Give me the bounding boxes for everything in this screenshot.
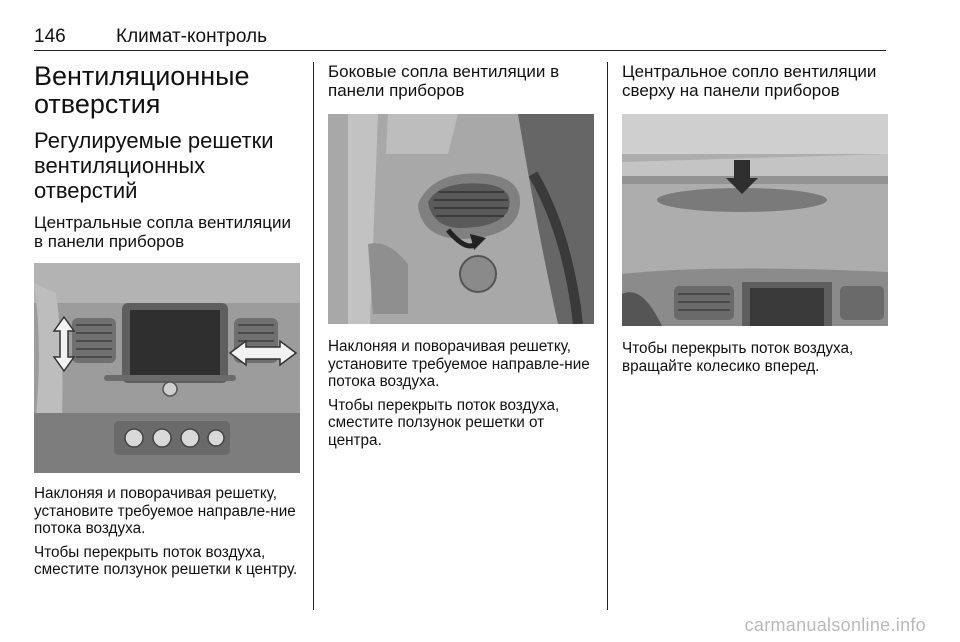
column-3 bbox=[622, 62, 888, 381]
section-heading: Центральные сопла вентиляции в панели приборов bbox=[34, 213, 291, 251]
section-heading: Центральное сопло вентиляции сверху на панели приборов bbox=[622, 62, 877, 100]
paragraph: Чтобы перекрыть поток воздуха, сместите ползунок решетки к центру. bbox=[34, 543, 298, 578]
column-2 bbox=[328, 62, 594, 455]
column-1 bbox=[34, 62, 300, 585]
section-title: Вентиляционные отверстия bbox=[34, 61, 250, 119]
column-divider bbox=[313, 62, 314, 610]
paragraph: Наклоняя и поворачивая решетку, установите требуемое направле-ние потока воздуха. bbox=[34, 485, 296, 537]
page-number: 146 bbox=[34, 26, 66, 47]
watermark: carmanualsonline.info bbox=[744, 615, 926, 635]
subsection-title: Регулируемые решетки вентиляционных отверстий bbox=[34, 128, 274, 203]
column-divider bbox=[607, 62, 608, 610]
paragraph: Наклоняя и поворачивая решетку, установите требуемое направле-ние потока воздуха. bbox=[328, 338, 590, 390]
chapter-title: Климат-контроль bbox=[116, 26, 267, 47]
page-header bbox=[34, 26, 886, 51]
section-heading: Боковые сопла вентиляции в панели приборов bbox=[328, 62, 560, 100]
center-vents-illustration bbox=[34, 263, 300, 473]
paragraph: Чтобы перекрыть поток воздуха, сместите ползунок решетки от центра. bbox=[328, 396, 560, 449]
top-vent-illustration bbox=[622, 114, 888, 326]
side-vent-illustration bbox=[328, 114, 594, 324]
paragraph: Чтобы перекрыть поток воздуха, вращайте колесико вперед. bbox=[622, 340, 854, 375]
